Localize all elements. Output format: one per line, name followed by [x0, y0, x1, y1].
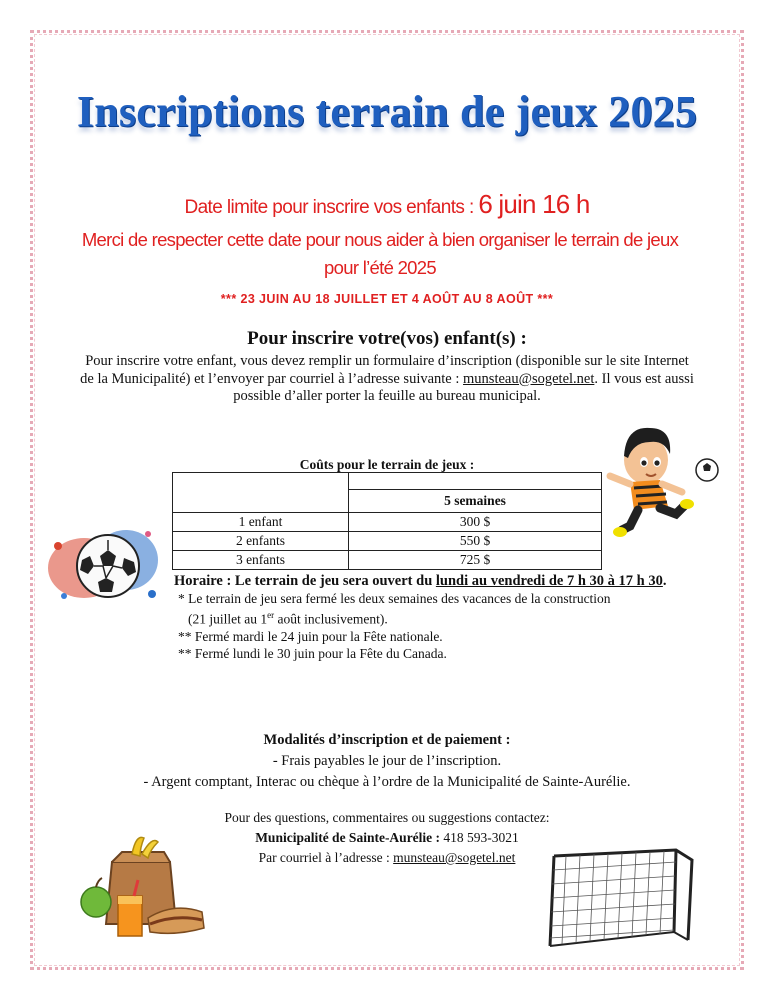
note-construction: * Le terrain de jeu sera fermé les deux semaines des vacances de la construction — [178, 591, 611, 606]
row-price: 550 $ — [349, 532, 602, 551]
schedule-line — [174, 573, 734, 590]
table-row — [173, 551, 602, 570]
contact-intro: Pour des questions, commentaires ou suggestions contactez: — [224, 810, 550, 825]
note-dates-after: août inclusivement). — [274, 611, 388, 627]
contact-email-link[interactable]: munsteau@sogetel.net — [393, 850, 516, 865]
note-dates-sup: er — [267, 610, 275, 620]
payment-item: - Frais payables le jour de l’inscription. — [272, 753, 502, 769]
table-row — [173, 513, 602, 532]
table-row — [173, 532, 602, 551]
table-header-cell — [349, 473, 602, 513]
note-fete-nationale: ** Fermé mardi le 24 juin pour la Fête nationale. — [178, 628, 443, 644]
column-header-weeks: 5 semaines — [349, 489, 601, 509]
row-label: 2 enfants — [173, 532, 349, 551]
note-fete-canada: ** Fermé lundi le 30 juin pour la Fête du Canada. — [178, 645, 447, 661]
inscription-text-before: Pour inscrire votre enfant, vous devez remplir un formulaire d’inscription (disponible sur le site Internet de la Municipalité) et l’envoyer par courriel à l’adresse suivante : — [80, 353, 689, 387]
session-dates: *** 23 JUIN AU 18 JUILLET ET 4 AOÛT AU 8 AOÛT *** — [220, 292, 554, 306]
deadline-date: 6 juin 16 h — [478, 189, 590, 219]
row-price: 725 $ — [349, 551, 602, 570]
costs-title: Coûts pour le terrain de jeux : — [299, 457, 475, 472]
contact-email-label: Par courriel à l’adresse : — [258, 850, 394, 865]
deadline-message: Merci de respecter cette date pour nous aider à bien organiser le terrain de jeux pour l’été 2025 — [81, 229, 679, 278]
payment-section — [0, 730, 774, 793]
inscription-heading: Pour inscrire votre(vos) enfant(s) : — [247, 328, 527, 349]
email-link[interactable]: munsteau@sogetel.net — [463, 370, 595, 387]
page-title: Inscriptions terrain de jeux 2025 — [76, 87, 698, 136]
kid-soccer-player-icon — [600, 418, 728, 542]
deadline-line — [0, 190, 774, 222]
payment-item: - Argent comptant, Interac ou chèque à l’ordre de la Municipalité de Sainte-Aurélie. — [143, 774, 631, 790]
lunch-bag-icon — [78, 832, 218, 950]
soccer-goal-icon — [546, 842, 696, 954]
deadline-prefix: Date limite pour inscrire vos enfants : — [184, 197, 479, 218]
table-header-row — [173, 473, 602, 513]
contact-org: Municipalité de Sainte-Aurélie : — [255, 830, 441, 845]
table-header-empty — [173, 473, 349, 513]
row-label: 1 enfant — [173, 513, 349, 532]
inscription-text-after: . Il vous est aussi possible d’aller porter la feuille au bureau municipal. — [233, 370, 694, 404]
payment-heading: Modalités d’inscription et de paiement : — [263, 732, 511, 748]
schedule-notes — [178, 590, 718, 662]
row-price: 300 $ — [349, 513, 602, 532]
note-construction-dates — [178, 607, 718, 628]
contact-phone: 418 593-3021 — [440, 830, 519, 845]
schedule-days: lundi au vendredi de 7 h 30 à 17 h 30 — [435, 573, 663, 589]
note-dates-before: (21 juillet au 1 — [188, 611, 268, 627]
schedule-end: . — [662, 573, 667, 589]
inscription-text — [80, 353, 694, 406]
row-label: 3 enfants — [173, 551, 349, 570]
schedule-label: Horaire : Le terrain de jeu sera ouvert du — [174, 573, 436, 589]
soccer-ball-splash-icon — [44, 516, 168, 616]
costs-table — [172, 472, 602, 570]
